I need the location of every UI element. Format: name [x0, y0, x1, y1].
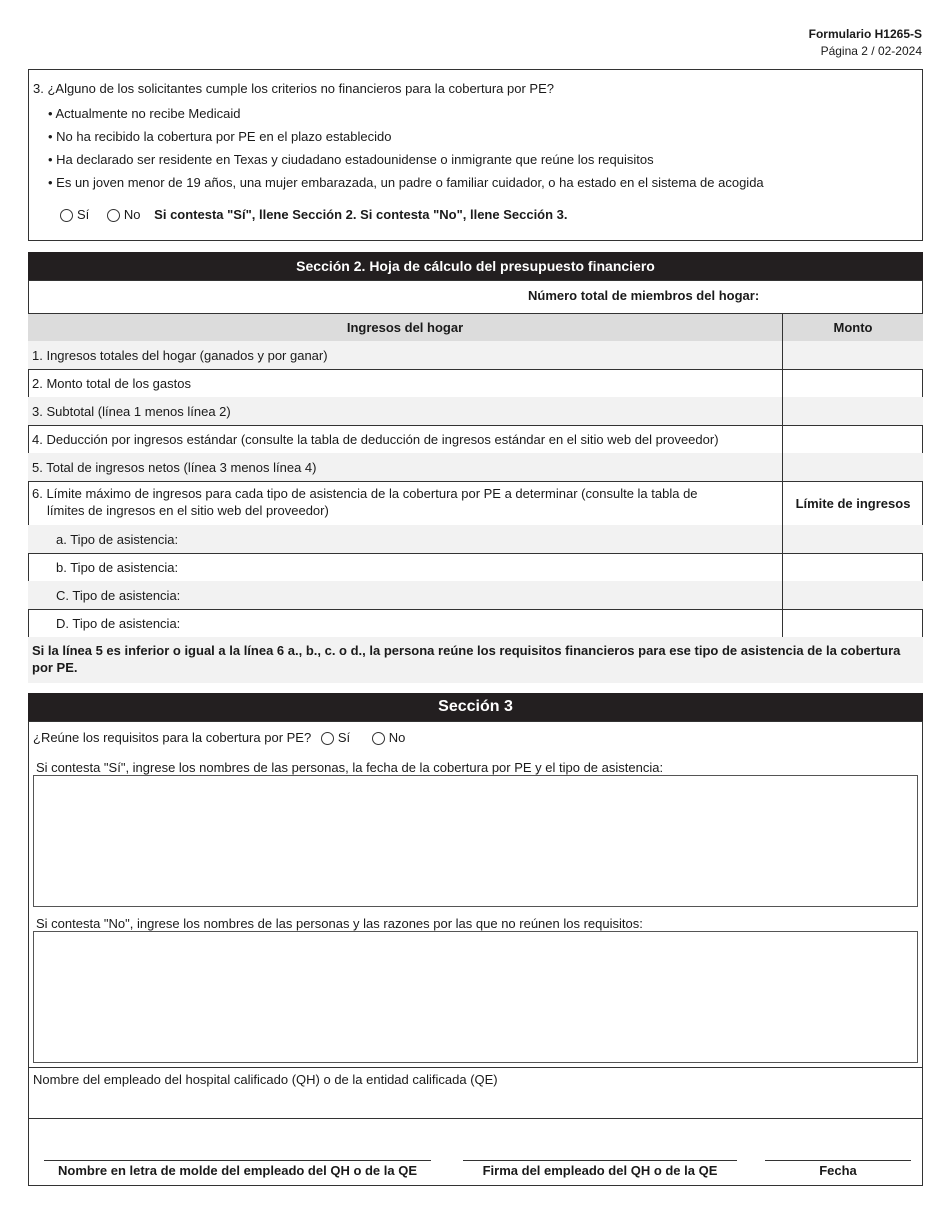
date-label: Fecha: [765, 1160, 911, 1178]
s3-no-label: No: [388, 730, 406, 745]
section-3-title: Sección 3: [28, 693, 923, 721]
table-row: [28, 553, 923, 582]
assistance-type-label: C. Tipo de asistencia:: [56, 587, 181, 603]
section-2-note: Si la línea 5 es inferior o igual a la línea 6 a., b., c. o d., la persona reúne los requisitos financieros para ese tipo de asistencia de la cobertura por PE.: [32, 643, 901, 675]
income-limit-header: Límite de ingresos: [782, 481, 923, 525]
row-label: 4. Deducción por ingresos estándar (consulte la tabla de deducción de ingresos estándar en el sitio web del proveedor): [32, 431, 719, 447]
col-amount-header: Monto: [782, 314, 923, 341]
row-label: 1. Ingresos totales del hogar (ganados y por ganar): [32, 347, 328, 363]
divider: [28, 1118, 923, 1119]
table-row: [28, 341, 923, 370]
criteria-bullet: • Ha declarado ser residente en Texas y ciudadano estadounidense o inmigrante que reúne los requisitos: [48, 152, 654, 167]
table-row: [28, 369, 923, 398]
employee-name-field[interactable]: [33, 1090, 918, 1116]
s3-no-radio[interactable]: [372, 732, 385, 745]
s3-no-option[interactable]: [372, 730, 406, 745]
row-label: 3. Subtotal (línea 1 menos línea 2): [32, 403, 231, 419]
amount-cell[interactable]: [782, 525, 923, 553]
amount-cell[interactable]: [782, 425, 923, 453]
amount-cell[interactable]: [782, 397, 923, 425]
table-row: [28, 481, 923, 526]
amount-cell[interactable]: [782, 553, 923, 581]
s3-yes-radio[interactable]: [321, 732, 334, 745]
q3-answer-row: [60, 207, 568, 222]
amount-cell[interactable]: [782, 453, 923, 481]
q3-no-label: No: [123, 207, 141, 222]
q3-no-option[interactable]: [107, 207, 141, 222]
criteria-bullet: • Es un joven menor de 19 años, una mujer embarazada, un padre o familiar cuidador, o ha estado en el sistema de acogida: [48, 175, 764, 190]
s3-yes-option[interactable]: [321, 730, 350, 745]
section-3-question: ¿Reúne los requisitos para la cobertura por PE?: [33, 730, 312, 745]
q3-instruction: Si contesta "Sí", llene Sección 2. Si contesta "No", llene Sección 3.: [154, 207, 568, 222]
amount-cell[interactable]: [782, 341, 923, 369]
row-6-line-2: límites de ingresos en el sitio web del proveedor): [47, 503, 329, 518]
table-header: [28, 313, 923, 342]
household-members-row: [28, 280, 923, 314]
form-header: [809, 27, 922, 58]
question-3-text: 3. ¿Alguno de los solicitantes cumple los criterios no financieros para la cobertura por PE?: [33, 81, 554, 96]
table-row: [28, 425, 923, 454]
row-label: 2. Monto total de los gastos: [32, 375, 191, 391]
table-row: [28, 397, 923, 426]
row-6-line-1: 6. Límite máximo de ingresos para cada tipo de asistencia de la cobertura por PE a determinar (consulte la tabla de: [32, 486, 698, 501]
table-row: [28, 453, 923, 482]
section-3-question-row: [33, 730, 405, 745]
form-number: Formulario H1265-S: [808, 27, 922, 41]
row-6-label: [32, 481, 777, 525]
criteria-bullet: • Actualmente no recibe Medicaid: [48, 106, 241, 121]
print-name-label: Nombre en letra de molde del empleado del QH o de la QE: [44, 1160, 431, 1178]
assistance-type-label: D. Tipo de asistencia:: [56, 615, 181, 631]
q3-no-radio[interactable]: [107, 209, 120, 222]
employee-name-label: Nombre del empleado del hospital calificado (QH) o de la entidad calificada (QE): [33, 1072, 498, 1087]
table-row: [28, 609, 923, 638]
amount-cell[interactable]: [782, 609, 923, 637]
date-field[interactable]: [765, 1160, 911, 1184]
q3-yes-radio[interactable]: [60, 209, 73, 222]
col-income-header: Ingresos del hogar: [346, 320, 464, 335]
signature-field[interactable]: [463, 1160, 737, 1184]
signature-label: Firma del empleado del QH o de la QE: [463, 1160, 737, 1178]
assistance-type-label: a. Tipo de asistencia:: [56, 531, 179, 547]
divider: [28, 1067, 923, 1068]
no-prompt: Si contesta "No", ingrese los nombres de las personas y las razones por las que no reúnen los requisitos:: [36, 916, 643, 931]
section-2-title: Sección 2. Hoja de cálculo del presupuesto financiero: [28, 252, 923, 280]
q3-yes-label: Sí: [77, 207, 90, 222]
yes-details-textarea[interactable]: [33, 775, 918, 907]
print-name-field[interactable]: [44, 1160, 431, 1184]
section-2-note-row: [28, 637, 923, 683]
household-members-label: Número total de miembros del hogar:: [528, 288, 760, 303]
s3-yes-label: Sí: [337, 730, 351, 745]
table-row: [28, 581, 923, 610]
row-label: 5. Total de ingresos netos (línea 3 menos línea 4): [32, 459, 317, 475]
amount-cell[interactable]: [782, 581, 923, 609]
assistance-type-label: b. Tipo de asistencia:: [56, 559, 179, 575]
q3-yes-option[interactable]: [60, 207, 89, 222]
criteria-bullet: • No ha recibido la cobertura por PE en el plazo establecido: [48, 129, 392, 144]
no-details-textarea[interactable]: [33, 931, 918, 1063]
table-row: [28, 525, 923, 554]
yes-prompt: Si contesta "Sí", ingrese los nombres de las personas, la fecha de la cobertura por PE y el tipo de asistencia:: [36, 760, 664, 775]
amount-cell[interactable]: [782, 369, 923, 397]
page-number: Página 2 / 02-2024: [820, 44, 922, 58]
